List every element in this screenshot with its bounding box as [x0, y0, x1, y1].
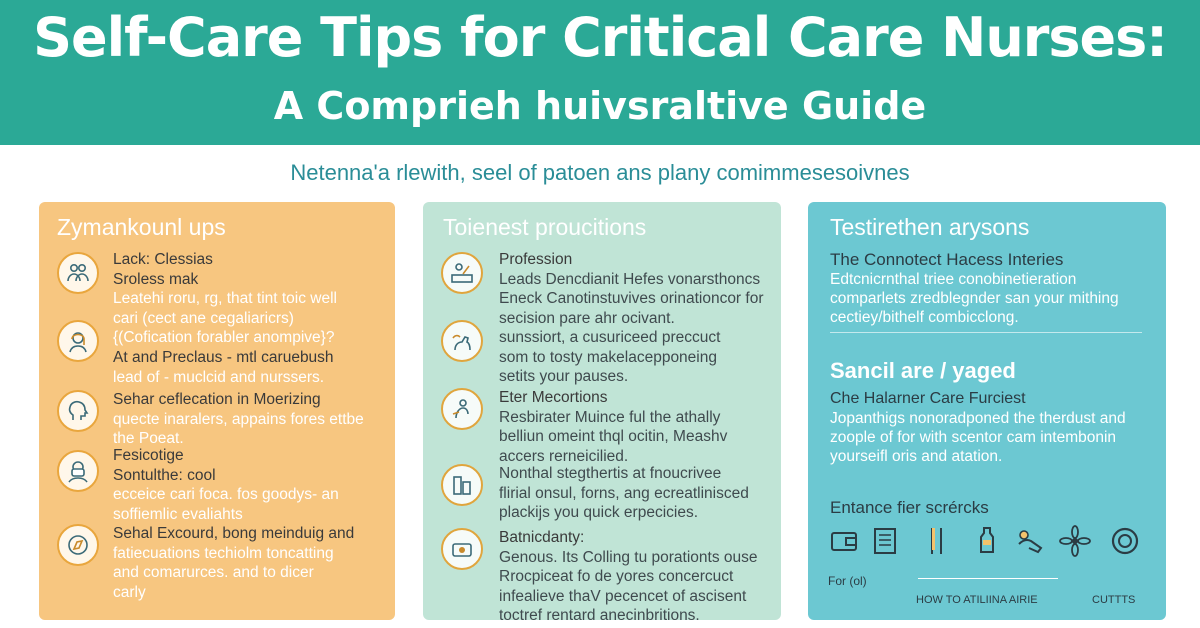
item-text: Nonthal stegthertis at fnoucrivee flirial onsul, forns, ang ecreatlinisced plackijs you quick erpecicies.: [499, 465, 749, 521]
lifebuoy-icon: [1108, 524, 1142, 558]
page-subtitle-title: A Comprieh huivsraltive Guide: [273, 84, 927, 128]
item-text: Sehal Excourd, bong meinduig and fatiecuations techiolm toncatting and comarurces. and to dicer carly: [113, 525, 355, 601]
compass-icon: [57, 524, 99, 566]
hand-icon: [1014, 524, 1048, 558]
intro-subtitle: Netenna'a rlewith, seel of patoen ans plany comimmesesoivnes: [290, 160, 910, 185]
item-text: Batnicdanty: Genous. Its Colling tu porationts ouse Rrocpiceat fo de yores concercuct infealieve thaV pecencet of ascisent toctref rentard anecinbritions.: [499, 529, 758, 620]
dog-icon: [441, 320, 483, 362]
mask-icon: [57, 450, 99, 492]
panel-2-heading: Toienest proucitions: [443, 214, 647, 240]
item-text: Fesicotige Sontulthe: cool ecceice cari foca. fos goodys- an soffiemlic evaliahts: [113, 447, 339, 523]
block-2-heading: Che Halarner Care Furciest: [830, 390, 1026, 407]
icon-strip: [828, 524, 1148, 564]
wallet-icon: [828, 524, 862, 558]
block-1-heading: The Connotect Hacess Interies: [830, 250, 1064, 269]
divider: [830, 332, 1142, 333]
block-1-text: Edtcnicrnthal triee conobinetieration comparlets zredblegnder san your mithing cectiey/bithelf combicclong.: [830, 271, 1119, 326]
item-text: Lack: Clessias Sroless mak Leatehi roru, rg, that tint toic well cari (cect ane cegaliaricrs) {(Cofication forabler anompive}?: [113, 251, 338, 346]
panel-1-heading: Zymankounl ups: [57, 214, 226, 240]
notebook-icon: [868, 524, 902, 558]
head-icon: [57, 390, 99, 432]
item-text: Sehar ceflecation in Moerizing quecte inaralers, appains fores ettbe the Poeat.: [113, 391, 364, 447]
item-text: At and Preclaus - mtl caruebush lead of - muclcid and nurssers.: [113, 349, 334, 386]
people-icon: [57, 252, 99, 294]
strip-line: [918, 578, 1058, 579]
block-2-text: Jopanthigs nonoradponed the therdust and zoople of for with scentor cam intembonin yourseifl oris and atation.: [830, 410, 1126, 465]
panel-2: [423, 202, 781, 620]
flower-icon: [1058, 524, 1092, 558]
presenter-icon: [441, 252, 483, 294]
mentor-icon: [441, 388, 483, 430]
strip-title: Entance fier scrércks: [830, 498, 989, 517]
building-icon: [441, 464, 483, 506]
panel-1: [39, 202, 395, 620]
panel-3: [808, 202, 1166, 620]
item-text: Eter Mecortions Resbirater Muince ful the athally belliun omeint thql ocitin, Meashv accers rerneicilied.: [499, 389, 728, 465]
item-text: Profession Leads Dencdianit Hefes vonarsthoncs Eneck Canotinstuvives orinationcor for secision pare ahr ocivant. sunssiort, a cusuriceed preccuct som to tosty makelacepponeing setits your pauses.: [499, 251, 764, 385]
panel-3-heading: Testirethen arysons: [830, 214, 1030, 240]
strip-left-label: For (ol): [828, 574, 867, 588]
strip-mid-label: HOW TO ATILIINA AIRIE: [916, 594, 1038, 606]
pencils-icon: [920, 524, 954, 558]
tools-icon: [441, 528, 483, 570]
woman-icon: [57, 320, 99, 362]
strip-right-label: CUTTTS: [1092, 594, 1136, 606]
block-2-title: Sancil are / yaged: [830, 358, 1016, 383]
bottle-icon: [970, 524, 1004, 558]
page-title: Self-Care Tips for Critical Care Nurses:: [33, 6, 1167, 69]
